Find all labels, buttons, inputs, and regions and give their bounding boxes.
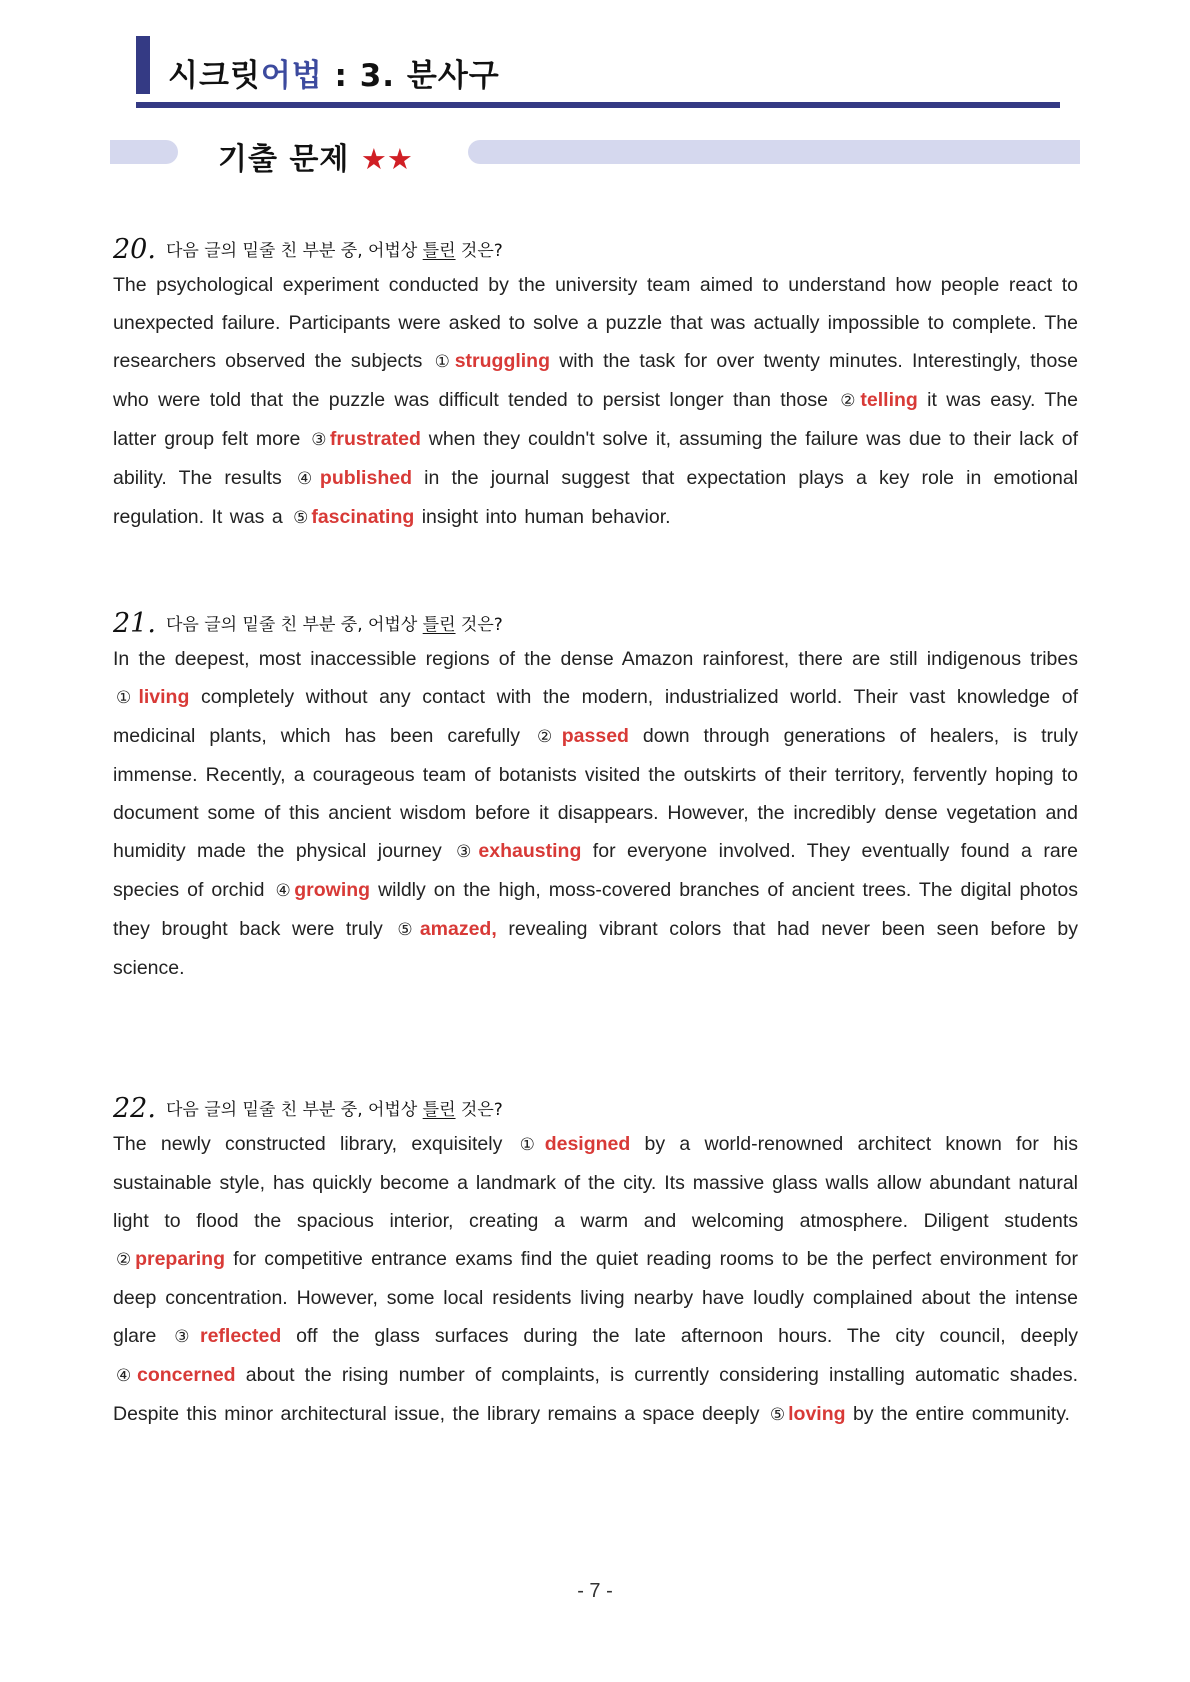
- passage-text: for competitive entrance exams find the quiet reading rooms to be the perfect environment for deep concentration. However, some local residents living nearby have loudly complained about the intense glare: [113, 1248, 1078, 1347]
- choice-marker: ⑤: [293, 508, 309, 528]
- choice-word: fascinating: [311, 506, 415, 528]
- question-22: [113, 1093, 1078, 1434]
- question-prompt-b: 것은?: [455, 241, 503, 261]
- question-prompt-a: 다음 글의 밑줄 친 부분 중, 어법상: [165, 615, 423, 635]
- question-header: [113, 608, 1078, 640]
- choice-word: passed: [561, 725, 629, 747]
- section-band-right: [468, 140, 1080, 164]
- passage-text: with the task for over twenty minutes. Interestingly, those who were told that the puzzle was difficult tended to persist longer than those: [113, 350, 1078, 411]
- choice-word: concerned: [136, 1364, 236, 1386]
- passage-text: In the deepest, most inaccessible regions of the dense Amazon rainforest, there are still indigenous tribes: [113, 648, 1078, 670]
- choice-word: amazed,: [419, 918, 497, 940]
- choice-marker: ①: [116, 688, 136, 708]
- choice-marker: ⑤: [397, 920, 417, 940]
- passage-text: The psychological experiment conducted by the university team aimed to understand how people react to unexpected failure. Participants were asked to solve a puzzle that was actually impossible to complete. The researchers observed the subjects: [113, 274, 1078, 372]
- choice-marker: ④: [116, 1366, 134, 1386]
- passage-text: by the entire community.: [845, 1403, 1070, 1425]
- question-prompt-underlined: 틀린: [422, 241, 456, 261]
- section-band-left: [110, 140, 178, 164]
- choice-word: frustrated: [329, 428, 421, 450]
- page-title: [168, 50, 500, 95]
- choice-word: living: [138, 686, 190, 708]
- passage-text: wildly on the high, moss-covered branches of ancient trees. The digital photos they brought back were truly: [113, 879, 1078, 940]
- passage-text: about the rising number of complaints, is currently considering installing automatic shades. Despite this minor architectural issue, the library remains a space deeply: [113, 1364, 1078, 1425]
- choice-word: designed: [544, 1133, 631, 1155]
- passage-text: down through generations of healers, is truly immense. Recently, a courageous team of botanists visited the outskirts of their territory, fervently hoping to document some of this ancient wisdom before it disappears. However, the incredibly dense vegetation and humidity made the physical journey: [113, 725, 1078, 862]
- question-number: 21.: [113, 608, 156, 639]
- choice-marker: ③: [311, 430, 327, 450]
- choice-marker: ②: [536, 727, 559, 747]
- choice-word: reflected: [199, 1325, 282, 1347]
- question-prompt-a: 다음 글의 밑줄 친 부분 중, 어법상: [165, 1100, 423, 1120]
- title-accent: 어법: [260, 58, 323, 94]
- choice-marker: ②: [840, 391, 858, 411]
- passage-text: in the journal suggest that expectation plays a key role in emotional regulation. It was a: [113, 467, 1079, 528]
- section-title-text: 기출 문제: [218, 142, 350, 177]
- passage-text: by a world-renowned architect known for his sustainable style, has quickly become a landmark of the city. Its massive glass walls allow abundant natural light to flood the spacious interior, creating a warm and welcoming atmosphere. Diligent students: [113, 1133, 1078, 1232]
- passage-text: for everyone involved. They eventually found a rare species of orchid: [113, 840, 1078, 901]
- choice-marker: ③: [456, 842, 476, 862]
- header-accent-bar: [136, 36, 150, 94]
- passage-text: completely without any contact with the modern, industrialized world. Their vast knowledge of medicinal plants, which has been carefully: [113, 686, 1078, 747]
- choice-marker: ①: [519, 1135, 542, 1155]
- question-prompt-b: 것은?: [455, 615, 503, 635]
- question-number: 20.: [113, 234, 156, 265]
- choice-marker: ③: [174, 1327, 197, 1347]
- choice-word: telling: [860, 389, 918, 411]
- question-prompt-underlined: 틀린: [422, 1100, 456, 1120]
- title-part-1: 시크릿: [168, 58, 261, 94]
- choice-marker: ④: [296, 469, 317, 489]
- page-number: - 7 -: [577, 1580, 613, 1602]
- title-part-2: : 3. 분사구: [322, 58, 500, 94]
- question-header: [113, 234, 1078, 266]
- passage-text: off the glass surfaces during the late afternoon hours. The city council, deeply: [281, 1325, 1078, 1347]
- choice-word: exhausting: [478, 840, 582, 862]
- choice-marker: ④: [275, 881, 292, 901]
- passage-text: it was easy. The latter group felt more: [113, 389, 1078, 450]
- passage-text: revealing vibrant colors that had never been seen before by science.: [113, 918, 1078, 979]
- choice-word: preparing: [135, 1248, 225, 1270]
- passage: [113, 1125, 1078, 1434]
- question-21: [113, 608, 1078, 987]
- question-prompt-underlined: 틀린: [422, 615, 456, 635]
- passage: [113, 266, 1078, 537]
- passage-text: insight into human behavior.: [414, 506, 671, 528]
- choice-word: growing: [294, 879, 371, 901]
- passage: [113, 640, 1078, 987]
- passage-text: when they couldn't solve it, assuming the failure was due to their lack of ability. The results: [113, 428, 1078, 489]
- choice-word: loving: [788, 1403, 846, 1425]
- choice-marker: ②: [116, 1250, 133, 1270]
- question-20: [113, 234, 1078, 537]
- star-rating-icon: ★★: [360, 142, 413, 176]
- choice-word: struggling: [454, 350, 551, 372]
- choice-word: published: [319, 467, 412, 489]
- passage-text: The newly constructed library, exquisitely: [113, 1133, 517, 1155]
- question-prompt-b: 것은?: [455, 1100, 503, 1120]
- choice-marker: ①: [434, 352, 452, 372]
- section-title: [218, 134, 413, 178]
- question-prompt-a: 다음 글의 밑줄 친 부분 중, 어법상: [165, 241, 423, 261]
- question-number: 22.: [113, 1093, 156, 1124]
- question-header: [113, 1093, 1078, 1125]
- choice-marker: ⑤: [769, 1405, 786, 1425]
- header-rule: [136, 102, 1060, 108]
